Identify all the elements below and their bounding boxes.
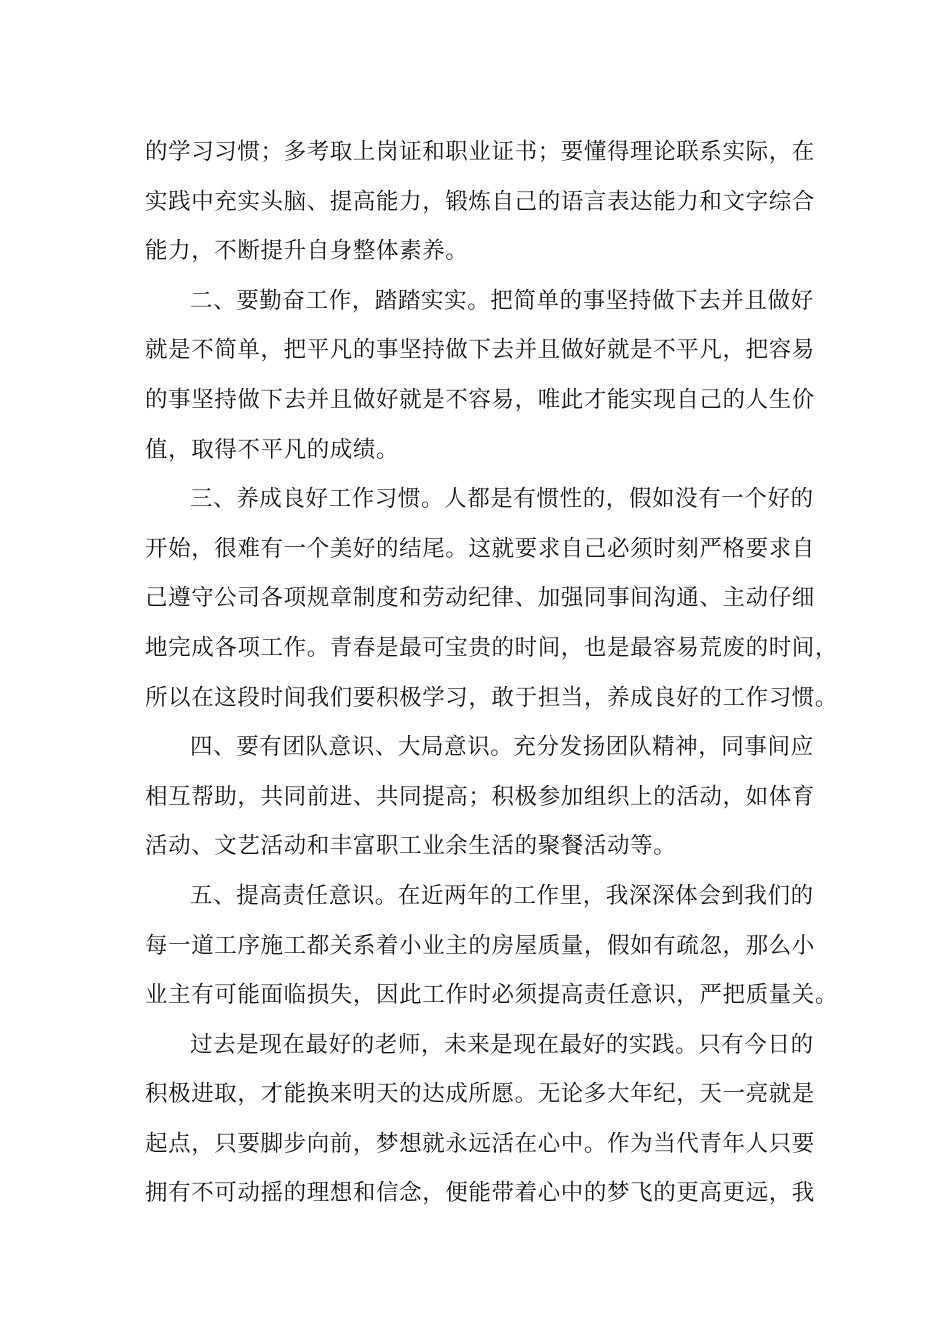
text-line: 拥有不可动摇的理想和信念，便能带着心中的梦飞的更高更远，我 [145, 1180, 815, 1207]
text-line: 积极进取，才能换来明天的达成所愿。无论多大年纪，天一亮就是 [145, 1081, 815, 1108]
text-line: 所以在这段时间我们要积极学习，敢于担当，养成良好的工作习惯。 [145, 684, 839, 711]
text-line: 实践中充实头脑、提高能力，锻炼自己的语言表达能力和文字综合 [145, 188, 815, 215]
text-line: 的事坚持做下去并且做好就是不容易，唯此才能实现自己的人生价 [145, 386, 815, 413]
text-line: 起点，只要脚步向前，梦想就永远活在心中。作为当代青年人只要 [145, 1130, 815, 1157]
text-line: 活动、文艺活动和丰富职工业余生活的聚餐活动等。 [145, 833, 677, 860]
paragraph-start-line: 四、要有团队意识、大局意识。充分发扬团队精神，同事间应 [190, 734, 814, 761]
paragraph-start-line: 二、要勤奋工作，踏踏实实。把简单的事坚持做下去并且做好 [190, 287, 814, 314]
paragraph-start-line: 五、提高责任意识。在近两年的工作里，我深深体会到我们的 [190, 882, 814, 909]
paragraph-start-line: 三、养成良好工作习惯。人都是有惯性的，假如没有一个好的 [190, 486, 814, 513]
text-line: 能力，不断提升自身整体素养。 [145, 238, 469, 265]
text-line: 每一道工序施工都关系着小业主的房屋质量，假如有疏忽，那么小 [145, 932, 815, 959]
text-line: 地完成各项工作。青春是最可宝贵的时间，也是最容易荒废的时间， [145, 634, 839, 661]
text-line: 值，取得不平凡的成绩。 [145, 436, 400, 463]
text-line: 己遵守公司各项规章制度和劳动纪律、加强同事间沟通、主动仔细 [145, 585, 815, 612]
text-line: 业主有可能面临损失，因此工作时必须提高责任意识，严把质量关。 [145, 982, 839, 1009]
paragraph-start-line: 过去是现在最好的老师，未来是现在最好的实践。只有今日的 [190, 1031, 814, 1058]
text-line: 相互帮助，共同前进、共同提高；积极参加组织上的活动，如体育 [145, 783, 815, 810]
document-body [145, 128, 839, 1219]
text-line: 的学习习惯；多考取上岗证和职业证书；要懂得理论联系实际，在 [145, 139, 815, 165]
text-line: 就是不简单，把平凡的事坚持做下去并且做好就是不平凡，把容易 [145, 337, 815, 364]
text-line: 开始，很难有一个美好的结尾。这就要求自己必须时刻严格要求自 [145, 535, 815, 562]
